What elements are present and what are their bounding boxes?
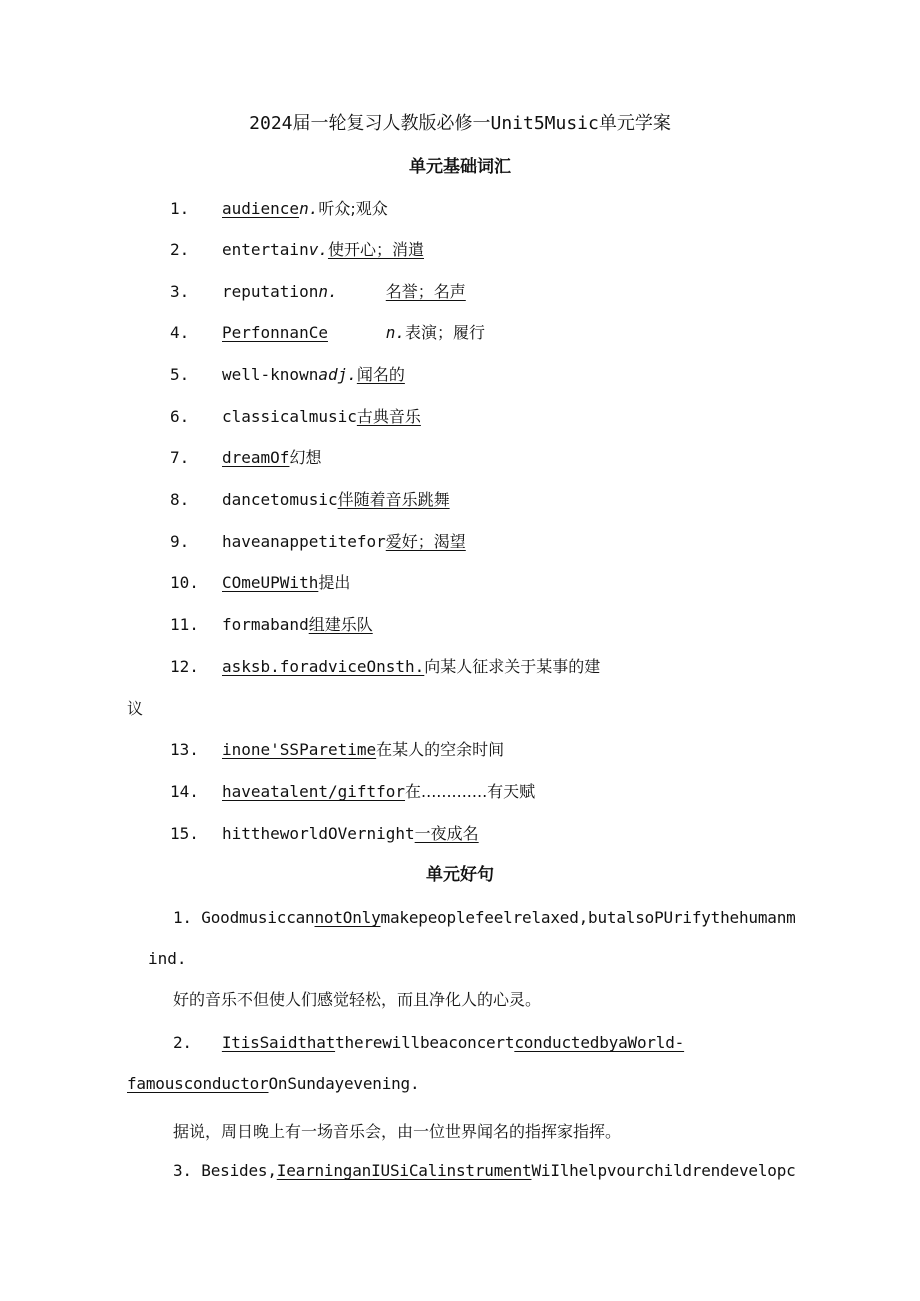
- vocab-term: hittheworldOVernight: [222, 824, 415, 843]
- vocab-meaning: 提出: [318, 573, 351, 592]
- vocab-term: entertain: [222, 240, 309, 259]
- vocab-meaning: 幻想: [289, 448, 322, 467]
- vocab-number: 14.: [170, 782, 199, 801]
- part-of-speech: n.: [299, 199, 319, 218]
- vocab-meaning: 伴随着音乐跳舞: [337, 490, 450, 509]
- vocab-item-15: [170, 824, 479, 844]
- sentence-3-text-b: WiIlhelpvourchildrendevelopc: [531, 1161, 796, 1180]
- vocab-number: 2.: [170, 240, 190, 259]
- vocab-item-8: [170, 490, 450, 510]
- sentence-1-text-b: makepeoplefeelrelaxed,butalsoPUrifythehumanm: [380, 908, 796, 927]
- vocab-meaning: 一夜成名: [414, 824, 479, 843]
- vocab-meaning: 古典音乐: [356, 407, 421, 426]
- vocab-meaning: 使开心；消遣: [327, 240, 424, 259]
- page-title: 2024届一轮复习人教版必修一Unit5Music单元学案: [249, 113, 671, 134]
- sentence-2-text-b: OnSundayevening.: [268, 1074, 420, 1093]
- sentence-1-translation: 好的音乐不但使人们感觉轻松，而且净化人的心灵。: [173, 990, 542, 1009]
- sentence-1-text-a: 1. Goodmusiccan: [173, 908, 315, 927]
- vocab-term: classicalmusic: [222, 407, 357, 426]
- vocab-term: dancetomusic: [222, 490, 338, 509]
- vocab-number: 15.: [170, 824, 199, 843]
- vocab-number: 13.: [170, 740, 199, 759]
- vocab-term: inone'SSParetime: [222, 740, 377, 759]
- vocab-meaning: 表演；履行: [405, 323, 486, 342]
- sentence-2-number: 2.: [173, 1033, 192, 1052]
- vocab-term: COmeUPWith: [222, 573, 319, 592]
- vocab-meaning: 闻名的: [356, 365, 405, 384]
- vocab-item-7: [170, 448, 321, 468]
- vocab-item-4: [170, 323, 485, 343]
- vocab-item-11: [170, 615, 373, 635]
- vocab-item-10: [170, 573, 350, 593]
- sentence-2-line-1: [173, 1033, 684, 1053]
- sentence-1-underlined: notOnly: [314, 908, 381, 927]
- vocab-term: haveanappetitefor: [222, 532, 386, 551]
- sentence-2-text-a: therewillbeaconcert: [335, 1033, 515, 1052]
- vocab-number: 8.: [170, 490, 190, 509]
- vocab-item-6: [170, 407, 421, 427]
- sentence-2-line-2: [127, 1074, 419, 1094]
- vocab-term: audience: [222, 199, 300, 218]
- part-of-speech: adj.: [318, 365, 357, 384]
- vocab-number: 5.: [170, 365, 190, 384]
- sentence-2-underlined-3: famousconductor: [127, 1074, 269, 1093]
- sentence-heading: 单元好句: [426, 865, 494, 885]
- vocab-heading: 单元基础词汇: [409, 157, 511, 177]
- vocab-number: 6.: [170, 407, 190, 426]
- part-of-speech: n.: [385, 323, 406, 342]
- vocab-term: formaband: [222, 615, 309, 634]
- sentence-1-line-2: ind.: [148, 949, 187, 968]
- sentence-1-line-1: [173, 908, 796, 928]
- sentence-3-text-a: 3. Besides,: [173, 1161, 277, 1180]
- vocab-term: reputation: [222, 282, 319, 301]
- vocab-number: 12.: [170, 657, 199, 676]
- vocab-meaning: 名誉；名声: [385, 282, 466, 301]
- vocab-item-3: [170, 282, 466, 302]
- vocab-12-wrap: 议: [127, 699, 144, 718]
- vocab-meaning: 向某人征求关于某事的建: [424, 657, 601, 676]
- vocab-term: [328, 323, 386, 342]
- vocab-number: 11.: [170, 615, 199, 634]
- vocab-item-13: [170, 740, 504, 760]
- vocab-term: well-known: [222, 365, 319, 384]
- vocab-term: asksb.foradviceOnsth.: [222, 657, 425, 676]
- sentence-3-underlined: IearninganIUSiCalinstrument: [276, 1161, 532, 1180]
- vocab-item-9: [170, 532, 466, 552]
- vocab-meaning: 在某人的空余时间: [376, 740, 505, 759]
- vocab-term: [338, 282, 386, 301]
- sentence-3-line-1: [173, 1161, 796, 1181]
- sentence-2-translation: 据说，周日晚上有一场音乐会，由一位世界闻名的指挥家指挥。: [173, 1122, 622, 1141]
- vocab-meaning: 爱好；渴望: [385, 532, 466, 551]
- sentence-2-underlined-2: conductedbyaWorld-: [514, 1033, 685, 1052]
- vocab-item-2: [170, 240, 424, 260]
- vocab-term: PerfonnanCe: [222, 323, 328, 342]
- vocab-item-5: [170, 365, 405, 385]
- vocab-number: 4.: [170, 323, 190, 342]
- part-of-speech: n.: [318, 282, 338, 301]
- vocab-item-1: [170, 199, 388, 219]
- vocab-term: dreamOf: [222, 448, 290, 467]
- vocab-term: haveatalent/giftfor: [222, 782, 406, 801]
- vocab-number: 10.: [170, 573, 199, 592]
- vocab-item-12: [170, 657, 600, 677]
- vocab-number: 9.: [170, 532, 190, 551]
- vocab-meaning: 听众;观众: [318, 199, 388, 218]
- vocab-number: 3.: [170, 282, 190, 301]
- vocab-number: 7.: [170, 448, 190, 467]
- vocab-meaning: 在.............有天赋: [405, 782, 536, 801]
- vocab-number: 1.: [170, 199, 190, 218]
- part-of-speech: v.: [308, 240, 328, 259]
- vocab-meaning: 组建乐队: [308, 615, 373, 634]
- vocab-item-14: [170, 782, 535, 802]
- sentence-2-underlined-1: ItisSaidthat: [221, 1033, 336, 1052]
